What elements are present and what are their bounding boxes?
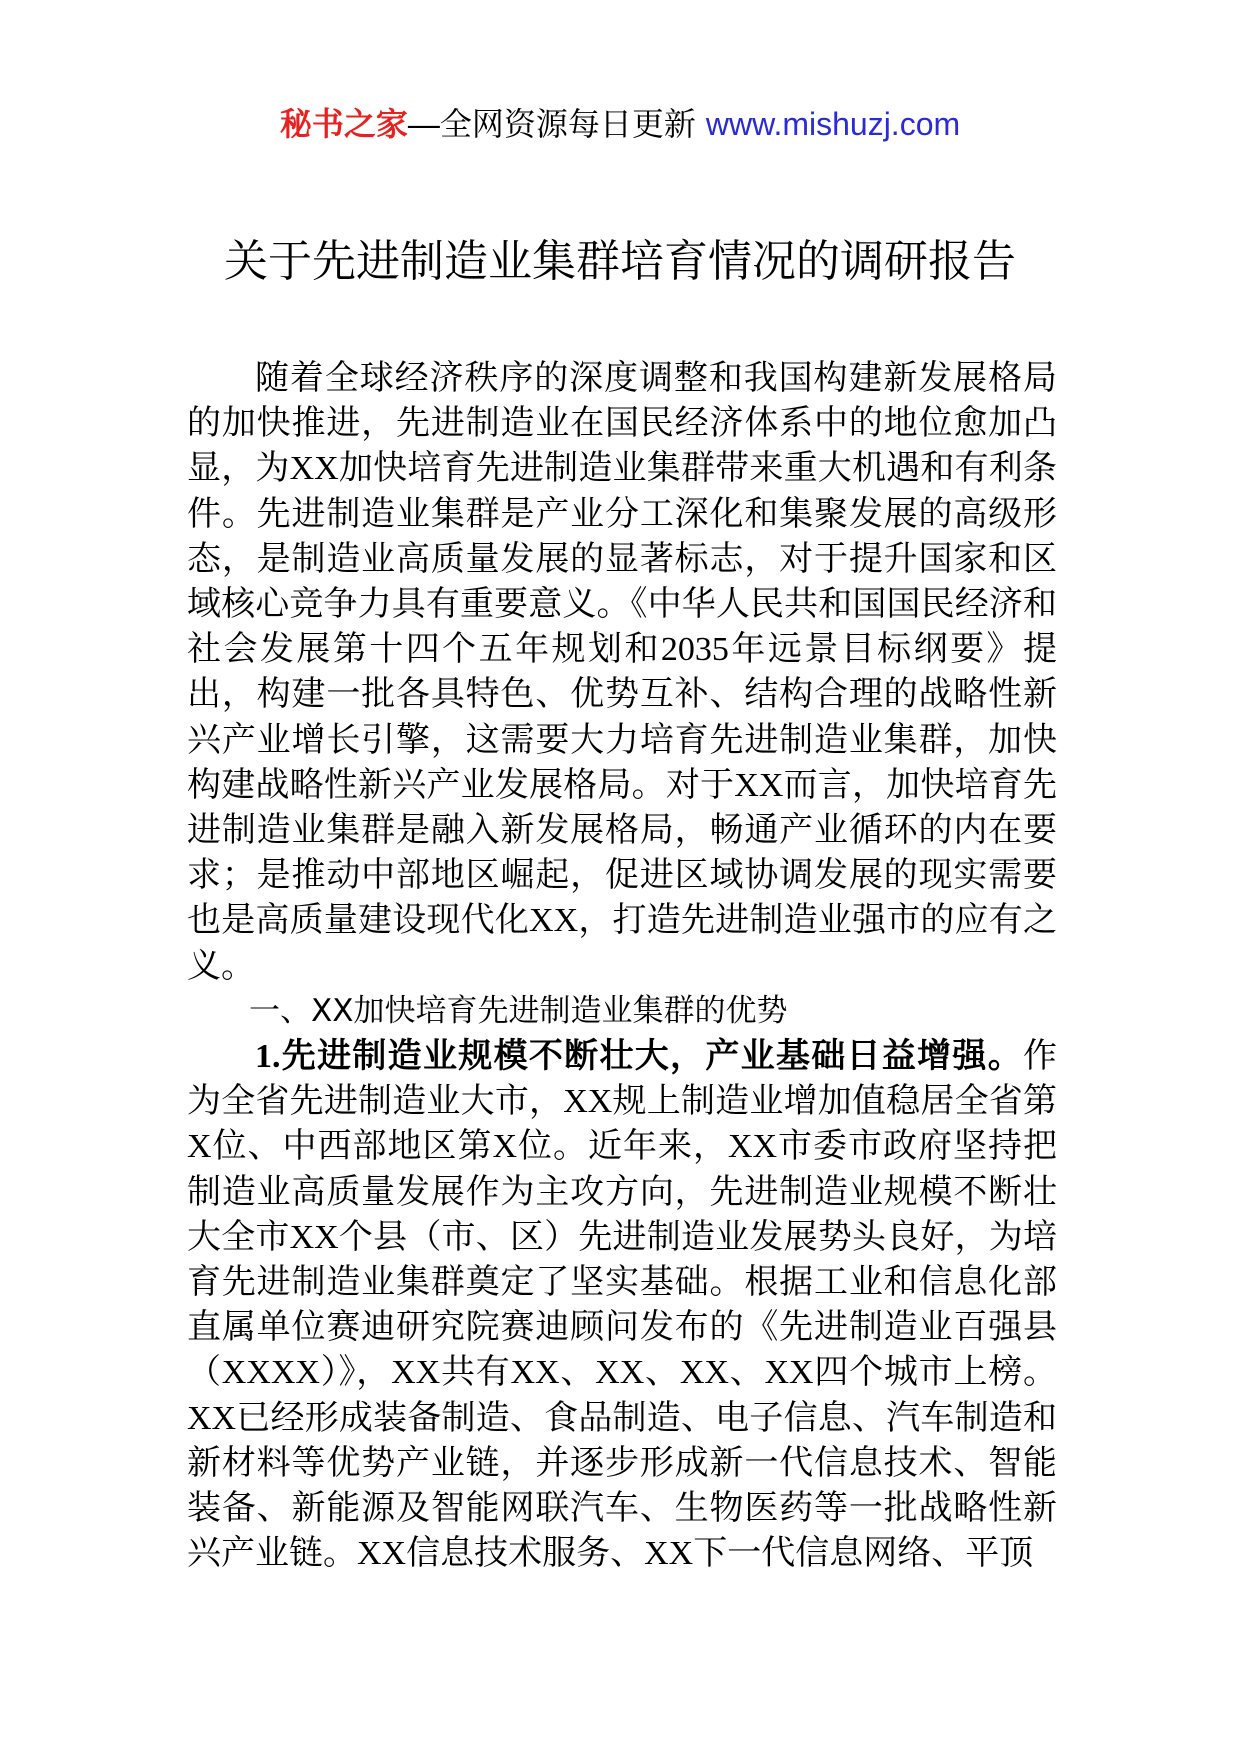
section-heading: 一、XX加快培育先进制造业集群的优势 <box>249 992 788 1029</box>
header-url-link[interactable]: www.mishuzj.com <box>705 106 961 142</box>
document-title: 关于先进制造业集群培育情况的调研报告 <box>224 236 1016 287</box>
point-paragraph <box>187 1034 1057 1576</box>
header-brand: 秘书之家 <box>279 106 408 142</box>
point-body: 作为全省先进制造业大市，XX规上制造业增加值稳居全省第X位、中西部地区第X位。近年来，XX市委市政府坚持把制造业高质量发展作为主攻方向，先进制造业规模不断壮大全市XX个县（市、区）先进制造业发展势头良好，为培育先进制造业集群奠定了坚实基础。根据工业和信息化部直属单位赛迪研究院赛迪顾问发布的《先进制造业百强县（XXXX）》，XX共有XX、XX、XX、XX四个城市上榜。XX已经形成装备制造、食品制造、电子信息、汽车制造和新材料等优势产业链，并逐步形成新一代信息技术、智能装备、新能源及智能网联汽车、生物医药等一批战略性新兴产业链。XX信息技术服务、XX下一代信息网络、平顶 <box>187 1038 1057 1573</box>
intro-paragraph: 随着全球经济秩序的深度调整和我国构建新发展格局的加快推进，先进制造业在国民经济体系中的地位愈加凸显，为XX加快培育先进制造业集群带来重大机遇和有利条件。先进制造业集群是产业分工深化和集聚发展的高级形态，是制造业高质量发展的显著标志，对于提升国家和区域核心竞争力具有重要意义。《中华人民共和国国民经济和社会发展第十四个五年规划和2035年远景目标纲要》提出，构建一批各具特色、优势互补、结构合理的战略性新兴产业增长引擎，这需要大力培育先进制造业集群，加快构建战略性新兴产业发展格局。对于XX而言，加快培育先进制造业集群是融入新发展格局，畅通产业循环的内在要求；是推动中部地区崛起，促进区域协调发展的现实需要也是高质量建设现代化XX，打造先进制造业强市的应有之义。 <box>187 360 1057 985</box>
point-lead: 1.先进制造业规模不断壮大，产业基础日益增强。 <box>255 1038 1023 1076</box>
header-tagline: —全网资源每日更新 <box>407 106 696 142</box>
document-body <box>187 356 1057 1576</box>
site-header <box>0 100 1240 148</box>
